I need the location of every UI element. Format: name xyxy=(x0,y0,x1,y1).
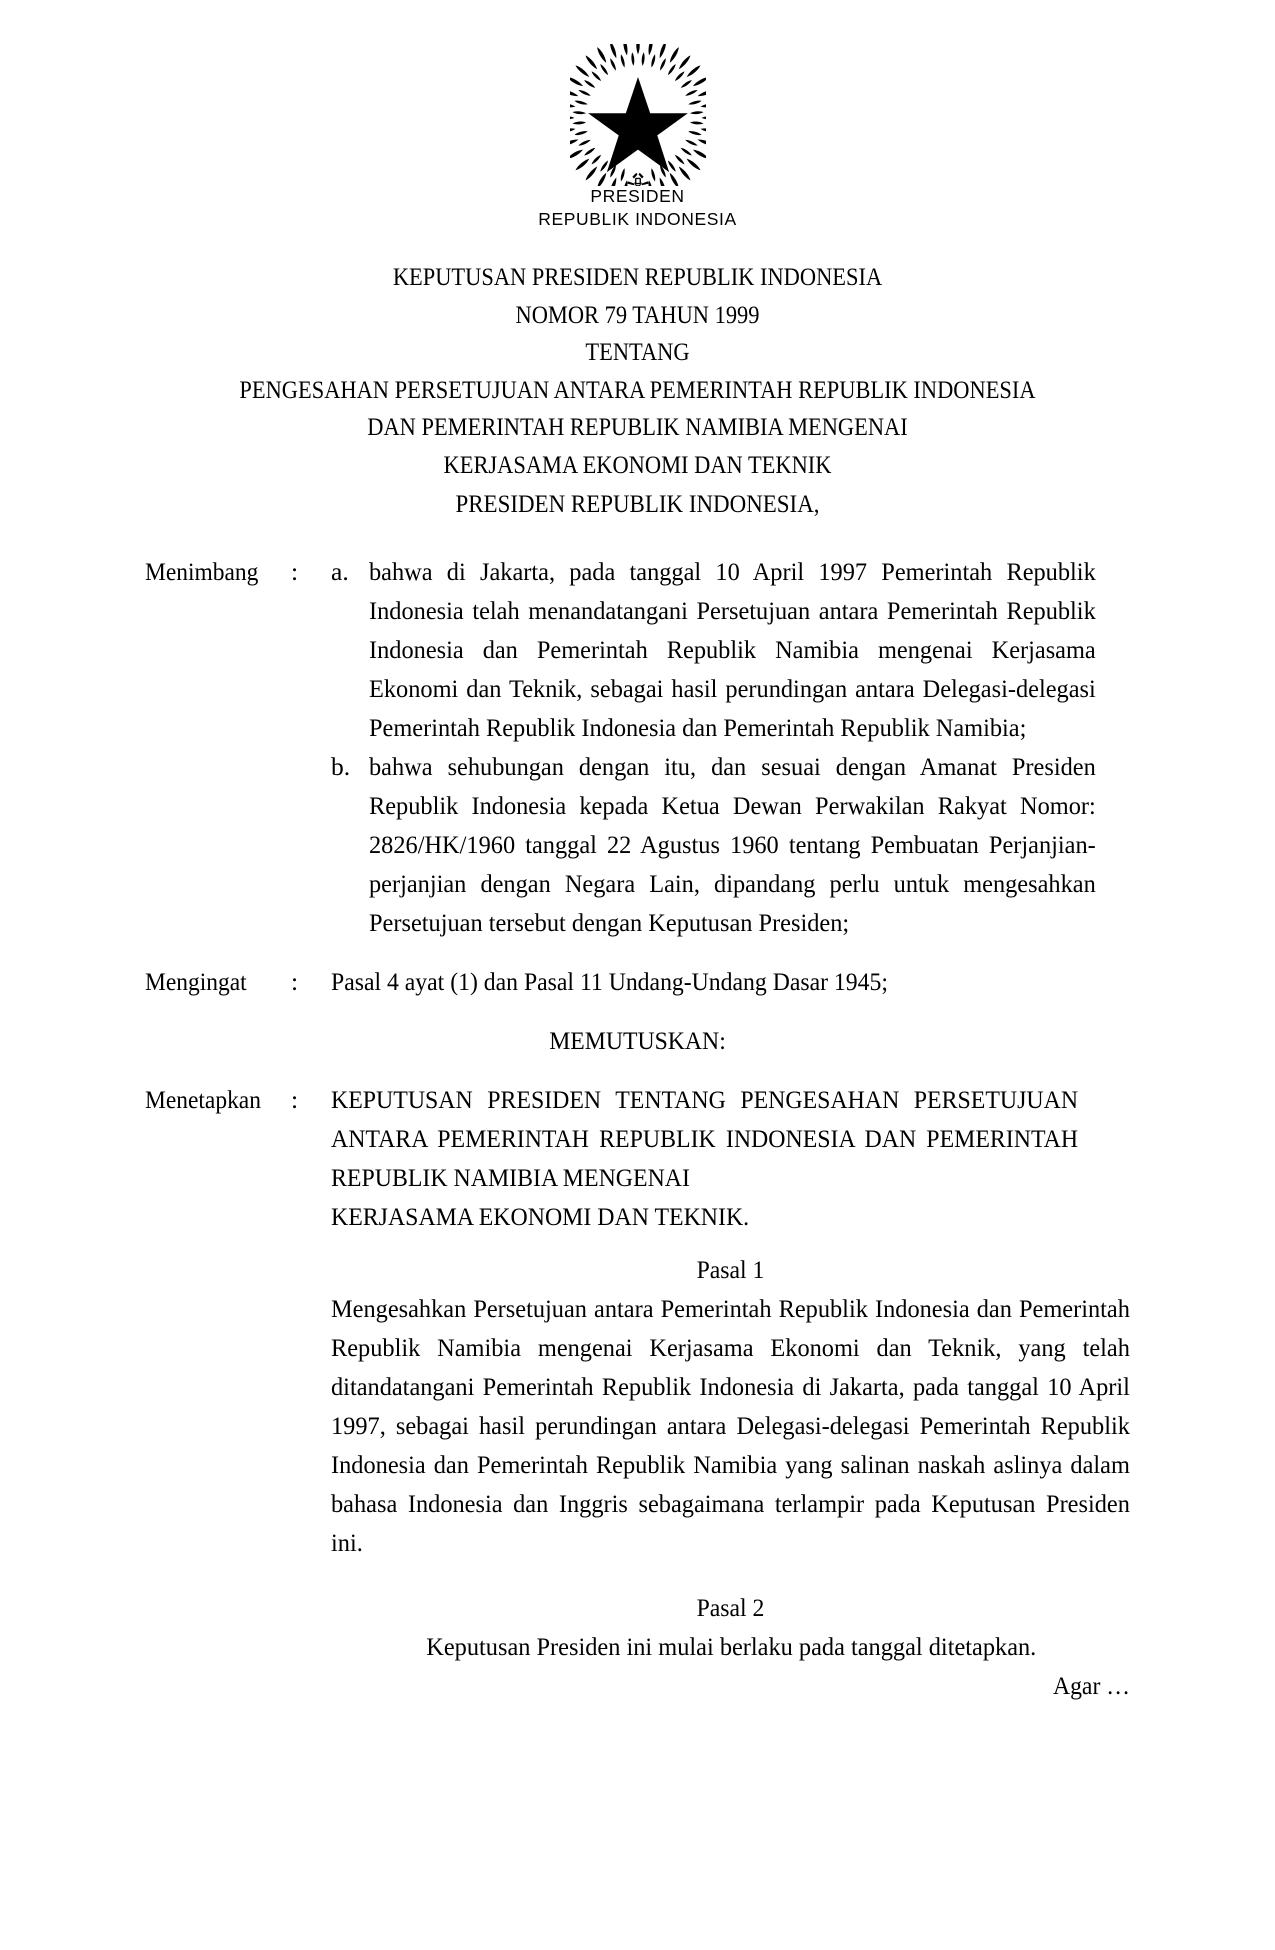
considerations-clause xyxy=(145,552,1130,942)
letterhead-line-1: PRESIDEN xyxy=(590,186,685,206)
title-line: KEPUTUSAN PRESIDEN REPUBLIK INDONESIA xyxy=(392,262,883,291)
spacer xyxy=(145,1562,1130,1588)
letterhead xyxy=(0,185,1275,231)
spacer xyxy=(145,1060,1130,1080)
spacer xyxy=(145,1236,1130,1250)
consideration-item-letter: b. xyxy=(331,752,351,781)
consideration-item xyxy=(331,747,1130,942)
salutation-text: PRESIDEN REPUBLIK INDONESIA, xyxy=(455,489,820,518)
title-line: DAN PEMERINTAH REPUBLIK NAMIBIA MENGENAI xyxy=(367,412,908,441)
decision-colon: : xyxy=(291,1085,299,1114)
spacer xyxy=(145,1001,1130,1021)
consideration-item xyxy=(331,552,1130,747)
salutation xyxy=(0,487,1275,521)
indonesia-presidential-star-wreath-emblem xyxy=(570,44,706,186)
considerations-label: Menimbang xyxy=(145,557,259,586)
document-title xyxy=(0,258,1275,483)
title-line: PENGESAHAN PERSETUJUAN ANTARA PEMERINTAH REPUBLIK INDONESIA xyxy=(239,374,1036,404)
decision-body xyxy=(331,1080,1078,1236)
article-2-heading: Pasal 2 xyxy=(696,1593,765,1622)
document-body xyxy=(145,552,1130,1705)
decision-text-main: KEPUTUSAN PRESIDEN TENTANG PENGESAHAN PERSETUJUAN ANTARA PEMERINTAH REPUBLIK INDONESIA DAN PEMERINTAH REPUBLIK NAMIBIA MENGENAI xyxy=(331,1085,1079,1192)
article-1-text: Mengesahkan Persetujuan antara Pemerintah Republik Indonesia dan Pemerintah Republik Namibia mengenai Kerjasama Ekonomi dan Teknik, yang telah ditandatangani Pemerintah Republik Indonesia di Jakarta, pada tanggal 10 April 1997, sebagai hasil perundingan antara Delegasi-delegasi Pemerintah Republik Indonesia dan Pemerintah Republik Namibia yang salinan naskah aslinya dalam bahasa Indonesia dan Inggris sebagaimana terlampir pada Keputusan Presiden ini. xyxy=(331,1294,1130,1557)
article-2 xyxy=(331,1588,1130,1666)
emblem-container xyxy=(0,44,1275,191)
title-line: NOMOR 79 TAHUN 1999 xyxy=(515,299,760,329)
letterhead-line-2: REPUBLIK INDONESIA xyxy=(538,209,737,229)
decides-heading: MEMUTUSKAN: xyxy=(549,1026,726,1055)
decision-clause xyxy=(145,1080,1130,1236)
legal-basis-body xyxy=(331,962,1130,1001)
continuation-marker: Agar … xyxy=(1052,1671,1130,1700)
legal-basis-clause xyxy=(145,962,1130,1001)
considerations-colon: : xyxy=(291,557,299,586)
article-1-heading: Pasal 1 xyxy=(696,1255,765,1284)
article-1 xyxy=(331,1250,1130,1562)
decision-label: Menetapkan xyxy=(145,1085,261,1114)
consideration-item-letter: a. xyxy=(331,557,349,586)
spacer xyxy=(145,942,1130,962)
consideration-item-text: bahwa sehubungan dengan itu, dan sesuai dengan Amanat Presiden Republik Indonesia kepada Ketua Dewan Perwakilan Rakyat Nomor: 2826/HK/1960 tanggal 22 Agustus 1960 tentang Pembuatan Perjanjian-perjanjian dengan Negara Lain, dipandang perlu untuk mengesahkan Persetujuan tersebut dengan Keputusan Presiden; xyxy=(369,752,1096,937)
considerations-items xyxy=(331,552,1130,942)
consideration-item-text: bahwa di Jakarta, pada tanggal 10 April 1997 Pemerintah Republik Indonesia telah menandatangani Persetujuan antara Pemerintah Republik Indonesia dan Pemerintah Republik Namibia mengenai Kerjasama Ekonomi dan Teknik, sebagai hasil perundingan antara Delegasi-delegasi Pemerintah Republik Indonesia dan Pemerintah Republik Namibia; xyxy=(369,557,1096,742)
title-line: KERJASAMA EKONOMI DAN TEKNIK xyxy=(443,449,832,479)
title-line: TENTANG xyxy=(585,337,690,366)
legal-basis-text: Pasal 4 ayat (1) dan Pasal 11 Undang-Undang Dasar 1945; xyxy=(331,967,888,996)
legal-basis-colon: : xyxy=(291,967,299,996)
article-2-text: Keputusan Presiden ini mulai berlaku pada tanggal ditetapkan. xyxy=(425,1632,1036,1661)
legal-basis-label: Mengingat xyxy=(145,967,247,996)
decision-text-tail: KERJASAMA EKONOMI DAN TEKNIK. xyxy=(331,1202,750,1231)
